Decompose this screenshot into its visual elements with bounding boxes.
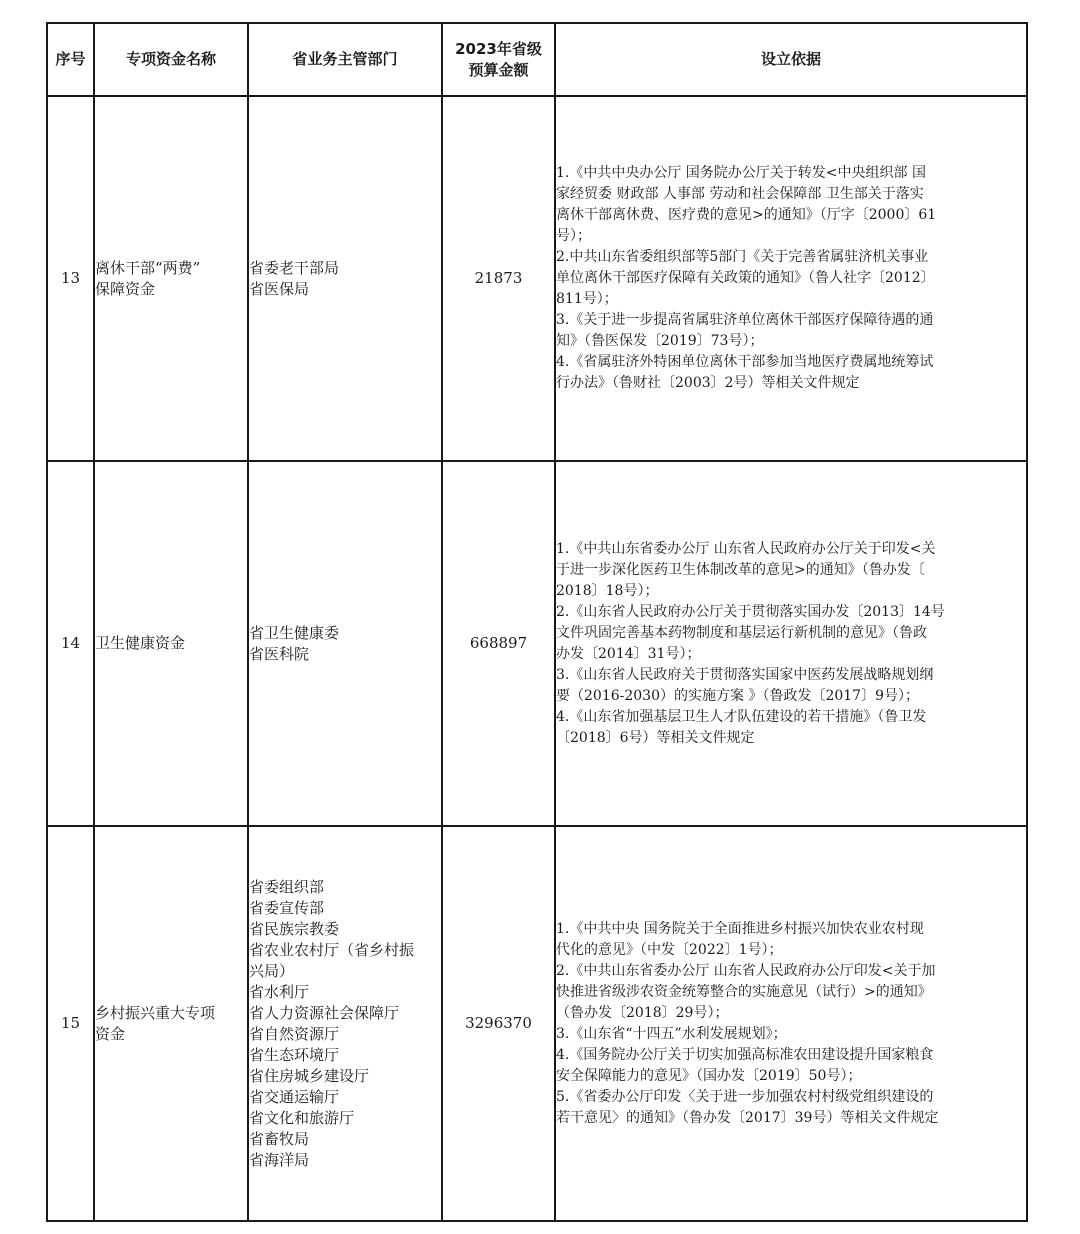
basis-line: 3.《山东省人民政府关于贯彻落实国家中医药发展战略规划纲 xyxy=(556,666,934,683)
basis-line: 5.《省委办公厅印发〈关于进一步加强农村村级党组织建设的 xyxy=(556,1088,934,1105)
basis-line: 知》（鲁医保发〔2019〕73号）； xyxy=(556,333,764,349)
basis-line: 文件巩固完善基本药物制度和基层运行新机制的意见》（鲁政 xyxy=(556,624,927,641)
header-budget-line2: 预算金额 xyxy=(468,60,529,79)
basis-line: 〔2018〕6号）等相关文件规定 xyxy=(556,729,755,746)
basis-line: 于进一步深化医药卫生体制改革的意见>的通知》（鲁办发〔 xyxy=(556,561,925,578)
dept-line: 省委宣传部 xyxy=(249,898,325,917)
header-row xyxy=(47,23,1027,96)
dept-line: 省畜牧局 xyxy=(249,1129,310,1148)
dept-line: 省医保局 xyxy=(249,279,310,298)
row-dept xyxy=(248,96,442,461)
basis-line: 2.《中共山东省委办公厅 山东省人民政府办公厅印发<关于加 xyxy=(556,962,936,979)
dept-line: 省医科院 xyxy=(249,644,310,663)
dept-line: 省卫生健康委 xyxy=(249,623,340,642)
row-dept xyxy=(248,826,442,1221)
dept-line: 省人力资源社会保障厅 xyxy=(249,1003,400,1022)
header-budget-line1: 2023年省级 xyxy=(455,39,542,58)
fund-name-line: 卫生健康资金 xyxy=(95,634,186,652)
dept-line: 兴局） xyxy=(249,961,295,980)
basis-line: 要（2016-2030）的实施方案 》（鲁政发〔2017〕9号）； xyxy=(556,687,919,704)
basis-line: 2018〕18号）； xyxy=(556,582,659,599)
dept-line: 省水利厅 xyxy=(249,982,310,1001)
basis-line: 811号）； xyxy=(556,291,618,307)
basis-line: 安全保障能力的意见》（国办发〔2019〕50号）； xyxy=(556,1067,862,1084)
row-amount: 3296370 xyxy=(442,826,555,1221)
dept-line: 省交通运输厅 xyxy=(249,1087,340,1106)
basis-line: 3.《山东省“十四五”水利发展规划》； xyxy=(556,1025,787,1042)
header-basis: 设立依据 xyxy=(555,23,1027,96)
fund-name-line: 离休干部“两费” xyxy=(95,258,201,277)
header-name: 专项资金名称 xyxy=(94,23,248,96)
fund-name-line: 保障资金 xyxy=(95,279,156,298)
table-row xyxy=(47,461,1027,826)
header-seq: 序号 xyxy=(47,23,94,96)
basis-line: （鲁办发〔2018〕29号）； xyxy=(556,1004,729,1021)
fund-name-line: 乡村振兴重大专项 xyxy=(95,1003,216,1022)
header-budget xyxy=(442,23,555,96)
dept-line: 省自然资源厅 xyxy=(249,1024,340,1043)
header-dept: 省业务主管部门 xyxy=(248,23,442,96)
table-row xyxy=(47,826,1027,1221)
dept-line: 省生态环境厅 xyxy=(249,1045,340,1064)
row-amount: 668897 xyxy=(442,461,555,826)
row-basis xyxy=(555,461,1027,826)
row-fund-name xyxy=(94,96,248,461)
basis-line: 1.《中共中央办公厅 国务院办公厅关于转发<中央组织部 国 xyxy=(556,165,926,181)
basis-line: 离休干部离休费、医疗费的意见>的通知》（厅字〔2000〕61 xyxy=(556,207,937,223)
basis-line: 代化的意见》（中发〔2022〕1号）； xyxy=(556,941,783,958)
basis-line: 家经贸委 财政部 人事部 劳动和社会保障部 卫生部关于落实 xyxy=(556,186,924,202)
basis-line: 2.中共山东省委组织部等5部门《关于完善省属驻济机关事业 xyxy=(556,249,929,265)
basis-line: 3.《关于进一步提高省属驻济单位离休干部医疗保障待遇的通 xyxy=(556,312,934,328)
row-dept xyxy=(248,461,442,826)
dept-line: 省海洋局 xyxy=(249,1150,310,1169)
dept-line: 省住房城乡建设厅 xyxy=(249,1066,370,1085)
dept-line: 省文化和旅游厅 xyxy=(249,1108,355,1127)
basis-line: 行办法》（鲁财社〔2003〕2号）等相关文件规定 xyxy=(556,375,860,391)
basis-line: 快推进省级涉农资金统筹整合的实施意见（试行）>的通知》 xyxy=(556,983,932,1000)
basis-line: 单位离休干部医疗保障有关政策的通知》（鲁人社字〔2012〕 xyxy=(556,270,935,286)
basis-line: 4.《国务院办公厅关于切实加强高标准农田建设提升国家粮食 xyxy=(556,1046,934,1063)
row-seq: 15 xyxy=(47,826,94,1221)
row-basis xyxy=(555,826,1027,1221)
basis-line: 办发〔2014〕31号）； xyxy=(556,645,701,662)
basis-line: 2.《山东省人民政府办公厅关于贯彻落实国办发〔2013〕14号 xyxy=(556,603,945,620)
row-fund-name xyxy=(94,826,248,1221)
basis-line: 1.《中共中央 国务院关于全面推进乡村振兴加快农业农村现 xyxy=(556,920,924,937)
dept-line: 省委老干部局 xyxy=(249,258,340,277)
basis-line: 号）； xyxy=(556,228,591,244)
row-seq: 14 xyxy=(47,461,94,826)
basis-line: 4.《省属驻济外特困单位离休干部参加当地医疗费属地统筹试 xyxy=(556,354,934,370)
budget-table xyxy=(46,22,1028,1222)
dept-line: 省委组织部 xyxy=(249,877,325,896)
dept-line: 省民族宗教委 xyxy=(249,919,340,938)
row-amount: 21873 xyxy=(442,96,555,461)
basis-line: 若干意见〉的通知》（鲁办发〔2017〕39号）等相关文件规定 xyxy=(556,1109,939,1126)
fund-name-line: 资金 xyxy=(95,1024,126,1043)
dept-line: 省农业农村厅（省乡村振 xyxy=(249,940,415,959)
row-basis xyxy=(555,96,1027,461)
table-row xyxy=(47,96,1027,461)
basis-line: 1.《中共山东省委办公厅 山东省人民政府办公厅关于印发<关 xyxy=(556,540,936,557)
row-seq: 13 xyxy=(47,96,94,461)
basis-line: 4.《山东省加强基层卫生人才队伍建设的若干措施》（鲁卫发 xyxy=(556,708,927,725)
row-fund-name xyxy=(94,461,248,826)
